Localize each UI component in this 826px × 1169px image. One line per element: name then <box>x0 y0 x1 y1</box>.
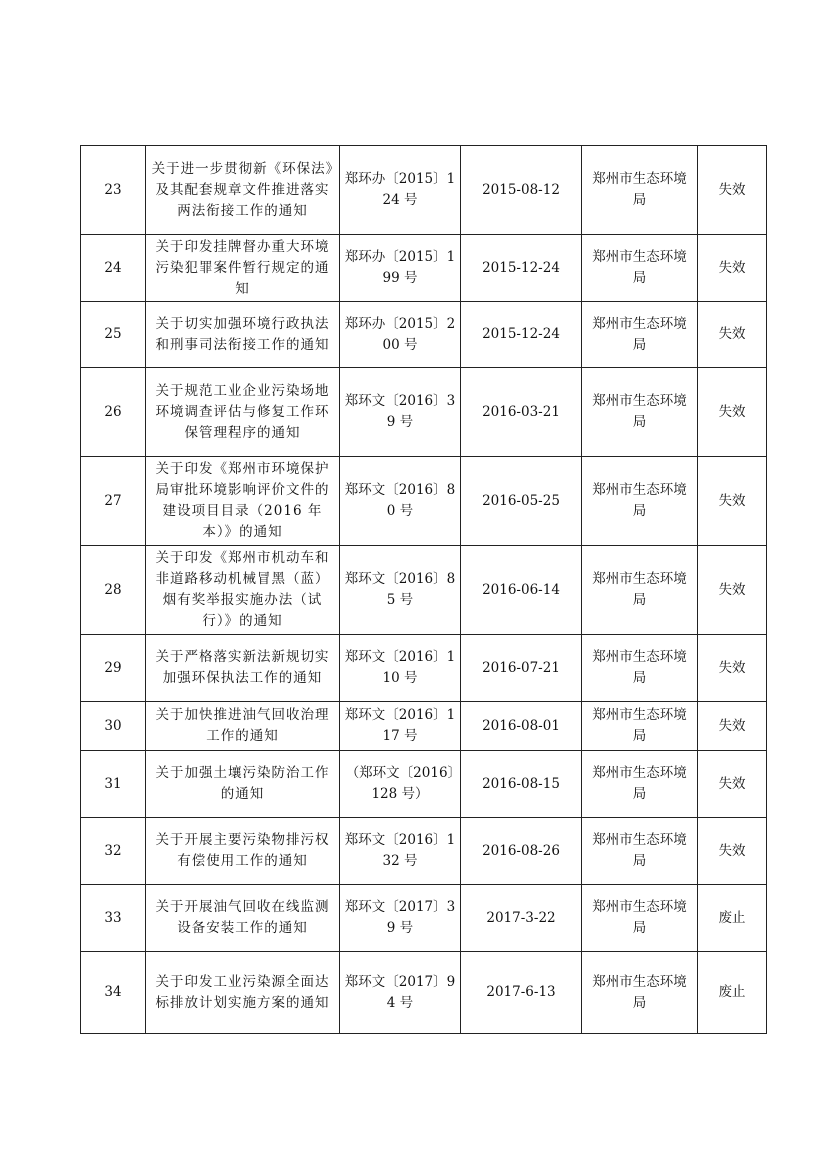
document-title: 关于切实加强环境行政执法和刑事司法衔接工作的通知 <box>146 302 340 368</box>
row-number: 26 <box>81 368 146 457</box>
validity-status: 废止 <box>698 952 767 1034</box>
issue-date: 2016-08-15 <box>461 751 582 818</box>
table-row <box>81 146 767 235</box>
validity-status: 失效 <box>698 302 767 368</box>
document-number: 郑环办〔2015〕200 号 <box>340 302 461 368</box>
issuing-agency: 郑州市生态环境局 <box>582 952 698 1034</box>
document-table <box>80 145 767 1034</box>
issue-date: 2015-12-24 <box>461 235 582 302</box>
validity-status: 失效 <box>698 457 767 546</box>
row-number: 31 <box>81 751 146 818</box>
issue-date: 2017-3-22 <box>461 885 582 952</box>
issuing-agency: 郑州市生态环境局 <box>582 702 698 751</box>
validity-status: 失效 <box>698 635 767 702</box>
issuing-agency: 郑州市生态环境局 <box>582 818 698 885</box>
table-row <box>81 702 767 751</box>
document-number: 郑环文〔2016〕132 号 <box>340 818 461 885</box>
validity-status: 失效 <box>698 368 767 457</box>
row-number: 24 <box>81 235 146 302</box>
row-number: 25 <box>81 302 146 368</box>
row-number: 30 <box>81 702 146 751</box>
row-number: 32 <box>81 818 146 885</box>
validity-status: 失效 <box>698 146 767 235</box>
validity-status: 失效 <box>698 818 767 885</box>
document-title: 关于进一步贯彻新《环保法》及其配套规章文件推进落实两法衔接工作的通知 <box>146 146 340 235</box>
document-number: 郑环文〔2016〕80 号 <box>340 457 461 546</box>
document-number: 郑环文〔2017〕39 号 <box>340 885 461 952</box>
document-title: 关于印发《郑州市机动车和非道路移动机械冒黑（蓝）烟有奖举报实施办法（试行）》的通知 <box>146 546 340 635</box>
issue-date: 2015-12-24 <box>461 302 582 368</box>
issuing-agency: 郑州市生态环境局 <box>582 885 698 952</box>
document-number: 郑环办〔2015〕199 号 <box>340 235 461 302</box>
document-number: 郑环文〔2016〕117 号 <box>340 702 461 751</box>
issue-date: 2016-05-25 <box>461 457 582 546</box>
validity-status: 失效 <box>698 235 767 302</box>
issue-date: 2016-08-01 <box>461 702 582 751</box>
issuing-agency: 郑州市生态环境局 <box>582 368 698 457</box>
document-number: 郑环文〔2017〕94 号 <box>340 952 461 1034</box>
issue-date: 2016-06-14 <box>461 546 582 635</box>
table-row <box>81 818 767 885</box>
issuing-agency: 郑州市生态环境局 <box>582 751 698 818</box>
issue-date: 2017-6-13 <box>461 952 582 1034</box>
table-row <box>81 457 767 546</box>
document-title: 关于印发《郑州市环境保护局审批环境影响评价文件的建设项目目录（2016 年本）》的通知 <box>146 457 340 546</box>
issuing-agency: 郑州市生态环境局 <box>582 235 698 302</box>
row-number: 27 <box>81 457 146 546</box>
table-row <box>81 368 767 457</box>
document-number: 郑环办〔2015〕124 号 <box>340 146 461 235</box>
document-title: 关于加强土壤污染防治工作的通知 <box>146 751 340 818</box>
validity-status: 失效 <box>698 702 767 751</box>
row-number: 33 <box>81 885 146 952</box>
issue-date: 2016-07-21 <box>461 635 582 702</box>
table-row <box>81 885 767 952</box>
row-number: 23 <box>81 146 146 235</box>
table-row <box>81 302 767 368</box>
row-number: 28 <box>81 546 146 635</box>
document-number: 郑环文〔2016〕110 号 <box>340 635 461 702</box>
table-row <box>81 751 767 818</box>
document-number: （郑环文〔2016〕128 号） <box>340 751 461 818</box>
validity-status: 失效 <box>698 751 767 818</box>
document-title: 关于加快推进油气回收治理工作的通知 <box>146 702 340 751</box>
issuing-agency: 郑州市生态环境局 <box>582 546 698 635</box>
table-row <box>81 635 767 702</box>
validity-status: 失效 <box>698 546 767 635</box>
document-title: 关于印发挂牌督办重大环境污染犯罪案件暂行规定的通知 <box>146 235 340 302</box>
document-title: 关于开展主要污染物排污权有偿使用工作的通知 <box>146 818 340 885</box>
issue-date: 2015-08-12 <box>461 146 582 235</box>
issuing-agency: 郑州市生态环境局 <box>582 635 698 702</box>
validity-status: 废止 <box>698 885 767 952</box>
row-number: 29 <box>81 635 146 702</box>
row-number: 34 <box>81 952 146 1034</box>
issue-date: 2016-03-21 <box>461 368 582 457</box>
document-number: 郑环文〔2016〕85 号 <box>340 546 461 635</box>
table-row <box>81 952 767 1034</box>
document-title: 关于开展油气回收在线监测设备安装工作的通知 <box>146 885 340 952</box>
document-number: 郑环文〔2016〕39 号 <box>340 368 461 457</box>
issue-date: 2016-08-26 <box>461 818 582 885</box>
table-row <box>81 235 767 302</box>
issuing-agency: 郑州市生态环境局 <box>582 146 698 235</box>
table-row <box>81 546 767 635</box>
issuing-agency: 郑州市生态环境局 <box>582 302 698 368</box>
issuing-agency: 郑州市生态环境局 <box>582 457 698 546</box>
document-title: 关于印发工业污染源全面达标排放计划实施方案的通知 <box>146 952 340 1034</box>
document-title: 关于严格落实新法新规切实加强环保执法工作的通知 <box>146 635 340 702</box>
document-title: 关于规范工业企业污染场地环境调查评估与修复工作环保管理程序的通知 <box>146 368 340 457</box>
